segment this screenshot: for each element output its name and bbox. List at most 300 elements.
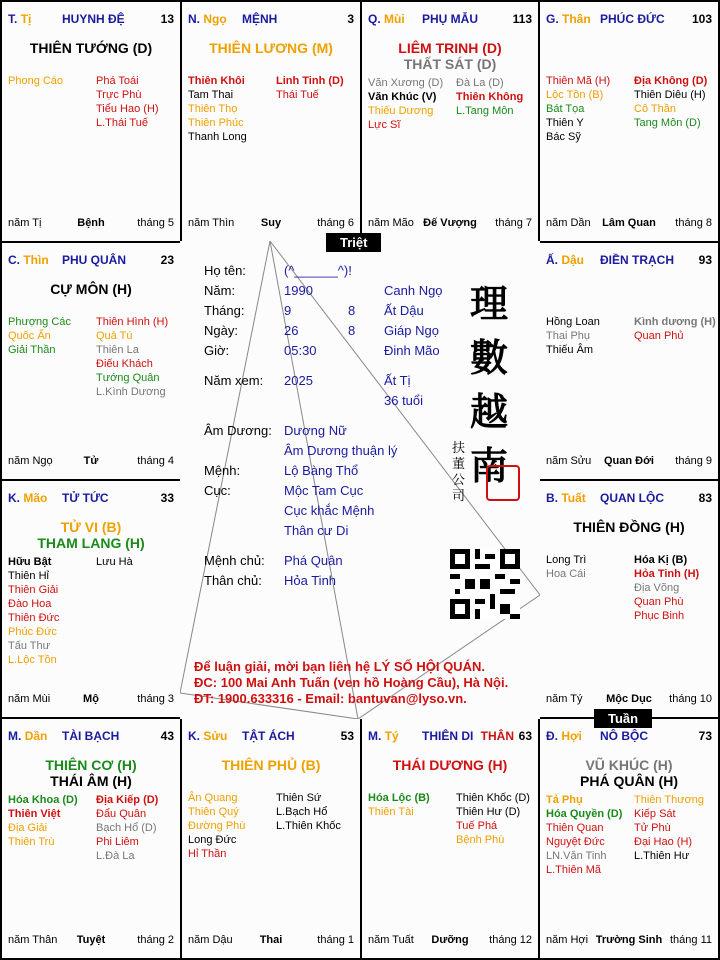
palace-cell[interactable] xyxy=(538,717,720,960)
palace-name: NÔ BỘC xyxy=(600,729,648,743)
minor-star: Địa Giải xyxy=(8,822,48,834)
palace-name: MỆNH xyxy=(242,12,278,26)
minor-star: Thiên Hình (H) xyxy=(96,316,169,328)
palace-stage: Mộc Dục xyxy=(606,693,652,705)
minor-star: Phượng Các xyxy=(8,316,71,328)
minor-star: Hóa Quyền (D) xyxy=(546,808,623,820)
palace-header xyxy=(368,729,532,745)
minor-star: Nguyệt Đức xyxy=(546,836,605,848)
palace-stage: Suy xyxy=(260,217,282,229)
main-star: THAM LANG (H) xyxy=(37,535,145,551)
palace-stage: Dưỡng xyxy=(431,934,469,946)
main-star: THIÊN ĐỒNG (H) xyxy=(573,519,685,535)
minor-star: Tiểu Hao (H) xyxy=(96,103,159,115)
minor-star: Trực Phù xyxy=(96,89,142,101)
minor-star: Quốc Ấn xyxy=(8,330,51,342)
palace-year: năm Dậu xyxy=(188,934,233,946)
menhchu-label: Mệnh chủ: xyxy=(204,553,265,568)
triet-marker: Triệt xyxy=(326,233,381,252)
minor-star: Địa Võng xyxy=(634,582,680,594)
minor-star: L.Thiên Khốc xyxy=(276,820,341,832)
minor-star: Tuế Phá xyxy=(456,820,498,832)
minor-star: Phá Toái xyxy=(96,75,139,87)
minor-star: Thiên Khôi xyxy=(188,75,245,87)
qr-code-icon xyxy=(450,549,520,619)
palace-name: TẬT ÁCH xyxy=(242,729,295,743)
palace-number: 33 xyxy=(160,491,174,505)
palace-header xyxy=(8,491,174,507)
minor-star: Thiên Diêu (H) xyxy=(634,89,706,101)
palace-stage: Tuyệt xyxy=(76,934,106,946)
than-cu: Thân cư Di xyxy=(284,523,349,538)
minor-star: Tang Môn (D) xyxy=(634,117,701,129)
minor-star: Địa Không (D) xyxy=(634,75,708,87)
palace-number: 73 xyxy=(698,729,712,743)
palace-can: T. xyxy=(8,12,18,26)
palace-header xyxy=(188,12,354,28)
seal-side-text: 扶 董 公 司 xyxy=(452,441,466,504)
minor-stars-left xyxy=(188,791,245,861)
palace-footer xyxy=(546,455,712,469)
minor-stars-left xyxy=(188,74,247,144)
minor-star: Thiên Khốc (D) xyxy=(456,792,530,804)
minor-stars-left xyxy=(8,315,71,357)
minor-star: Đào Hoa xyxy=(8,598,52,610)
year-value: 1990 xyxy=(284,283,313,298)
minor-star: L.Tang Môn xyxy=(456,105,514,117)
minor-star: Thanh Long xyxy=(188,131,247,143)
palace-can: M. xyxy=(8,729,22,743)
qr-code[interactable] xyxy=(450,549,520,619)
minor-star: Long Trì xyxy=(546,554,587,566)
minor-star: Thiên Mã (H) xyxy=(546,75,611,87)
hour-canchi: Đinh Mão xyxy=(384,343,440,358)
palace-cell[interactable] xyxy=(180,717,362,960)
minor-stars-left xyxy=(8,793,78,849)
minor-star: Thiên Thương xyxy=(634,794,705,806)
palace-month: tháng 3 xyxy=(137,693,174,705)
palace-month: tháng 10 xyxy=(669,693,712,705)
palace-year: năm Sửu xyxy=(546,455,592,467)
palace-year: năm Tý xyxy=(546,693,583,705)
main-star: TỬ VI (B) xyxy=(60,519,122,535)
palace-canchi xyxy=(188,12,227,26)
palace-can: Đ. xyxy=(546,729,558,743)
chart-center-info xyxy=(180,241,540,719)
palace-name: TỬ TỨC xyxy=(62,491,109,505)
palace-can: K. xyxy=(8,491,20,505)
palace-stage: Tử xyxy=(83,455,99,467)
minor-star: Long Đức xyxy=(188,834,237,846)
minor-stars-right xyxy=(456,791,530,847)
view-year-label: Năm xem: xyxy=(204,373,264,388)
minor-star: Văn Khúc (V) xyxy=(368,91,437,103)
palace-footer xyxy=(8,693,174,707)
tuan-marker: Tuần xyxy=(594,709,652,728)
palace-year: năm Ngọ xyxy=(8,455,53,467)
palace-name: HUYNH ĐỆ xyxy=(62,12,125,26)
minor-star: Thiên Tài xyxy=(368,806,414,818)
minor-star: Bạch Hổ (D) xyxy=(96,822,157,834)
minor-star: Tam Thai xyxy=(188,89,234,101)
palace-cell[interactable] xyxy=(0,241,182,481)
palace-month: tháng 12 xyxy=(489,934,532,946)
palace-canchi xyxy=(8,491,47,505)
palace-stage: Thai xyxy=(259,934,283,946)
month-value: 9 xyxy=(284,303,292,318)
palace-year: năm Thân xyxy=(8,934,58,946)
palace-canchi xyxy=(368,12,405,26)
main-star: LIÊM TRINH (D) xyxy=(398,40,502,56)
palace-stage: Lâm Quan xyxy=(602,217,656,229)
minor-star: LN.Văn Tinh xyxy=(546,850,607,862)
cuc-note: Cục khắc Mệnh xyxy=(284,503,375,518)
contact-line-1: Để luận giải, mời bạn liên hệ LÝ SỐ HỘI QUÁN. xyxy=(194,659,485,674)
palace-chi: Thìn xyxy=(23,253,49,267)
cuc-label: Cục: xyxy=(204,483,231,498)
minor-stars-right xyxy=(96,315,168,399)
main-star: THIÊN LƯƠNG (M) xyxy=(209,40,333,56)
palace-footer xyxy=(368,934,532,948)
day-canchi: Giáp Ngọ xyxy=(384,323,439,338)
seal-char-1: 理 xyxy=(470,281,509,326)
minor-star: Hoa Cái xyxy=(546,568,586,580)
palace-month: tháng 9 xyxy=(675,455,712,467)
palace-number: 53 xyxy=(340,729,354,743)
contact-line-2: ĐC: 100 Mai Anh Tuấn (ven hồ Hoàng Cầu), Hà Nội. xyxy=(194,675,509,690)
month-value-lunar: 8 xyxy=(348,303,356,318)
minor-stars-right xyxy=(634,793,704,863)
minor-star: Phục Binh xyxy=(634,610,685,622)
palace-chi: Mùi xyxy=(384,12,405,26)
minor-star: Thiên Quan xyxy=(546,822,604,834)
minor-star: Đường Phù xyxy=(188,820,246,832)
main-star: THIÊN TƯỚNG (D) xyxy=(29,40,153,56)
palace-cell[interactable] xyxy=(180,0,362,243)
palace-name: PHỤ MẪU xyxy=(422,12,478,26)
minor-star: Thiên Phúc xyxy=(188,117,244,129)
palace-canchi xyxy=(8,729,47,743)
palace-year: năm Tị xyxy=(8,217,42,229)
minor-stars-left xyxy=(368,76,443,132)
palace-year: năm Mão xyxy=(368,217,414,229)
minor-star: Thiên Không xyxy=(456,91,524,103)
palace-footer xyxy=(8,217,174,231)
minor-star: Hóa Kị (B) xyxy=(634,554,688,566)
minor-star: Thái Tuế xyxy=(276,89,319,101)
palace-header xyxy=(8,253,174,269)
palace-can: N. xyxy=(188,12,200,26)
palace-footer xyxy=(546,693,712,707)
main-star: PHÁ QUÂN (H) xyxy=(580,773,678,789)
minor-star: Quan Phù xyxy=(634,596,684,608)
minor-star: Thiên Thọ xyxy=(188,103,238,115)
name-value: (^______^)! xyxy=(284,263,352,278)
cuc-value: Mộc Tam Cục xyxy=(284,483,364,498)
palace-footer xyxy=(188,217,354,231)
palace-number: 3 xyxy=(347,12,354,26)
minor-star: Hữu Bật xyxy=(8,556,52,568)
minor-stars-right xyxy=(456,76,523,118)
palace-number: 23 xyxy=(160,253,174,267)
main-star: THẤT SÁT (D) xyxy=(403,56,497,72)
minor-stars-left xyxy=(368,791,430,819)
palace-chi: Tý xyxy=(384,729,399,743)
palace-chi: Mão xyxy=(23,491,48,505)
palace-number: 43 xyxy=(160,729,174,743)
day-label: Ngày: xyxy=(204,323,238,338)
minor-star: Phúc Đức xyxy=(8,626,57,638)
minor-stars-right xyxy=(276,74,344,102)
palace-year: năm Thìn xyxy=(188,217,235,229)
minor-star: Thiên Trù xyxy=(8,836,55,848)
palace-month: tháng 4 xyxy=(137,455,174,467)
palace-header xyxy=(546,491,712,507)
minor-star: Lộc Tồn (B) xyxy=(546,89,604,101)
palace-number: 83 xyxy=(698,491,712,505)
view-year-value: 2025 xyxy=(284,373,313,388)
palace-canchi xyxy=(546,491,586,505)
minor-star: Quả Tú xyxy=(96,330,133,342)
minor-star: Hồng Loan xyxy=(546,316,600,328)
palace-canchi xyxy=(546,253,584,267)
palace-canchi xyxy=(8,12,31,26)
minor-stars-left xyxy=(8,555,59,667)
minor-star: Địa Kiếp (D) xyxy=(96,794,159,806)
minor-stars-right xyxy=(96,555,133,569)
main-star: THÁI DƯƠNG (H) xyxy=(392,757,508,773)
palace-header xyxy=(8,729,174,745)
seal-char-2: 數 xyxy=(470,335,509,380)
minor-star: Lưu Hà xyxy=(96,556,133,568)
palace-chi: Dần xyxy=(24,729,48,743)
red-stamp xyxy=(486,465,520,501)
month-label: Tháng: xyxy=(204,303,245,318)
contact-line-3: ĐT: 1900.633316 - Email: bantuvan@lyso.vn. xyxy=(194,691,467,706)
minor-stars-left xyxy=(546,553,586,581)
palace-chi: Hợi xyxy=(561,729,582,743)
palace-number: 103 xyxy=(691,12,712,26)
minor-star: L.Đà La xyxy=(96,850,135,862)
name-label: Họ tên: xyxy=(204,263,246,278)
than-marker: THÂN xyxy=(480,729,514,743)
palace-chi: Dậu xyxy=(561,253,585,267)
main-star: THÁI ÂM (H) xyxy=(50,773,132,789)
palace-year: năm Tuất xyxy=(368,934,414,946)
minor-star: Hỉ Thần xyxy=(188,848,227,860)
palace-chi: Ngọ xyxy=(203,12,227,26)
minor-star: Tử Phù xyxy=(634,822,671,834)
palace-month: tháng 6 xyxy=(317,217,354,229)
palace-stage: Trường Sinh xyxy=(595,934,663,946)
palace-footer xyxy=(368,217,532,231)
minor-star: Cô Thần xyxy=(634,103,676,115)
minor-star: Tả Phụ xyxy=(546,794,583,806)
palace-stage: Đế Vượng xyxy=(423,217,477,229)
palace-stage: Mộ xyxy=(83,693,99,705)
minor-star: Bát Tọa xyxy=(546,103,585,115)
palace-canchi xyxy=(188,729,227,743)
minor-star: Phong Cáo xyxy=(8,75,64,87)
minor-stars-right xyxy=(634,315,716,343)
minor-star: Điếu Khách xyxy=(96,358,153,370)
minor-star: Bệnh Phù xyxy=(456,834,505,846)
palace-cell[interactable] xyxy=(538,479,720,719)
minor-star: Thai Phụ xyxy=(546,330,591,342)
palace-canchi xyxy=(8,253,49,267)
seal-char-3: 越 xyxy=(470,389,509,434)
minor-star: Hỏa Tinh (H) xyxy=(634,568,700,580)
amduong-value: Dương Nữ xyxy=(284,423,347,438)
month-canchi: Ất Dậu xyxy=(384,303,424,318)
palace-year: năm Dần xyxy=(546,217,591,229)
minor-star: Thiên Việt xyxy=(8,808,61,820)
palace-month: tháng 8 xyxy=(675,217,712,229)
menhchu-value: Phá Quân xyxy=(284,553,343,568)
minor-stars-right xyxy=(96,74,159,130)
minor-star: Linh Tinh (D) xyxy=(276,75,344,87)
minor-star: Đẩu Quân xyxy=(96,808,147,820)
palace-footer xyxy=(8,934,174,948)
palace-cell[interactable] xyxy=(538,241,720,481)
minor-stars-left xyxy=(546,74,610,144)
palace-header xyxy=(546,253,712,269)
minor-star: Kiếp Sát xyxy=(634,808,676,820)
palace-can: G. xyxy=(546,12,559,26)
minor-stars-right xyxy=(96,793,158,863)
palace-canchi xyxy=(546,12,591,26)
minor-stars-right xyxy=(276,791,341,833)
year-label: Năm: xyxy=(204,283,236,298)
palace-year: năm Mùi xyxy=(8,693,51,705)
palace-header xyxy=(188,729,354,745)
palace-number: 113 xyxy=(512,12,532,26)
palace-footer xyxy=(8,455,174,469)
seal-char-4: 南 xyxy=(470,443,509,488)
palace-can: M. xyxy=(368,729,382,743)
thanchu-value: Hỏa Tinh xyxy=(284,573,337,588)
thanchu-label: Thân chủ: xyxy=(204,573,262,588)
minor-star: Hóa Lộc (B) xyxy=(368,792,430,804)
palace-name: PHU QUÂN xyxy=(62,253,127,267)
minor-star: Kình dương (H) xyxy=(634,316,716,328)
minor-star: Thiếu Âm xyxy=(546,344,594,356)
palace-number: 93 xyxy=(698,253,712,267)
minor-star: Thiên Sứ xyxy=(276,792,322,804)
main-star: THIÊN PHỦ (B) xyxy=(221,757,321,773)
palace-cell[interactable] xyxy=(360,717,540,960)
palace-cell[interactable] xyxy=(0,717,182,960)
palace-name: PHÚC ĐỨC xyxy=(600,12,665,26)
palace-month: tháng 2 xyxy=(137,934,174,946)
minor-star: Thiên Y xyxy=(546,117,584,129)
minor-star: L.Bạch Hổ xyxy=(276,806,328,818)
palace-stage: Quan Đới xyxy=(604,455,654,467)
palace-can: K. xyxy=(188,729,200,743)
amduong-note: Âm Dương thuận lý xyxy=(284,443,398,458)
minor-star: Thiếu Dương xyxy=(368,105,434,117)
minor-star: L.Kình Dương xyxy=(96,386,166,398)
palace-stage: Bệnh xyxy=(77,217,105,229)
year-canchi: Canh Ngọ xyxy=(384,283,443,298)
palace-footer xyxy=(188,934,354,948)
minor-star: Thiên Đức xyxy=(8,612,60,624)
palace-cell[interactable] xyxy=(0,0,182,243)
palace-name: THIÊN DI xyxy=(422,729,474,743)
palace-cell[interactable] xyxy=(0,479,182,719)
age: 36 tuổi xyxy=(384,393,424,408)
minor-star: Tấu Thư xyxy=(8,640,51,652)
minor-star: Ân Quang xyxy=(188,792,238,804)
menh-label: Mệnh: xyxy=(204,463,241,478)
hour-value: 05:30 xyxy=(284,343,317,358)
minor-star: Bác Sỹ xyxy=(546,131,581,143)
minor-star: Phi Liêm xyxy=(96,836,139,848)
palace-cell[interactable] xyxy=(360,0,540,243)
palace-name: QUAN LỘC xyxy=(600,491,664,505)
main-star: CỰ MÔN (H) xyxy=(50,281,132,297)
minor-star: Thiên Hỉ xyxy=(8,570,49,582)
palace-can: Q. xyxy=(368,12,381,26)
minor-star: Lực Sĩ xyxy=(368,119,401,131)
day-value: 26 xyxy=(284,323,299,338)
day-value-lunar: 8 xyxy=(348,323,356,338)
minor-stars-right xyxy=(634,553,699,623)
palace-header xyxy=(8,12,174,28)
view-year-canchi: Ất Tị xyxy=(384,373,411,388)
minor-stars-left xyxy=(8,74,63,88)
palace-header xyxy=(546,12,712,28)
minor-star: L.Thiên Mã xyxy=(546,864,602,876)
palace-cell[interactable] xyxy=(538,0,720,243)
minor-star: Tướng Quân xyxy=(96,372,160,384)
minor-star: Thiên Hư (D) xyxy=(456,806,521,818)
palace-number: 13 xyxy=(160,12,174,26)
palace-canchi xyxy=(546,729,582,743)
palace-can: Ấ. xyxy=(546,253,558,267)
minor-star: Quan Phủ xyxy=(634,330,684,342)
palace-year: năm Hợi xyxy=(546,934,589,946)
palace-header xyxy=(368,12,532,28)
menh-value: Lộ Bàng Thổ xyxy=(284,463,359,478)
palace-canchi xyxy=(368,729,399,743)
palace-chi: Sửu xyxy=(203,729,228,743)
palace-footer xyxy=(546,934,712,948)
amduong-label: Âm Dương: xyxy=(204,423,272,438)
main-star: VŨ KHÚC (H) xyxy=(585,757,673,773)
palace-chi: Thân xyxy=(562,12,591,26)
minor-stars-left xyxy=(546,793,622,877)
palace-can: C. xyxy=(8,253,20,267)
minor-star: Thiên La xyxy=(96,344,139,356)
minor-star: Đại Hao (H) xyxy=(634,836,693,848)
palace-chi: Tị xyxy=(20,12,32,26)
minor-star: L.Lộc Tồn xyxy=(8,654,57,666)
minor-stars-right xyxy=(634,74,707,130)
palace-month: tháng 7 xyxy=(495,217,532,229)
main-star: THIÊN CƠ (H) xyxy=(45,757,137,773)
minor-star: Văn Xương (D) xyxy=(368,77,444,89)
palace-number: 63 xyxy=(518,729,532,743)
minor-star: Hóa Khoa (D) xyxy=(8,794,78,806)
palace-month: tháng 1 xyxy=(317,934,354,946)
minor-star: L.Thái Tuế xyxy=(96,117,148,129)
minor-stars-left xyxy=(546,315,600,357)
minor-star: Giải Thần xyxy=(8,344,56,356)
palace-month: tháng 5 xyxy=(137,217,174,229)
palace-name: TÀI BẠCH xyxy=(62,729,120,743)
minor-star: L.Thiên Hư xyxy=(634,850,690,862)
